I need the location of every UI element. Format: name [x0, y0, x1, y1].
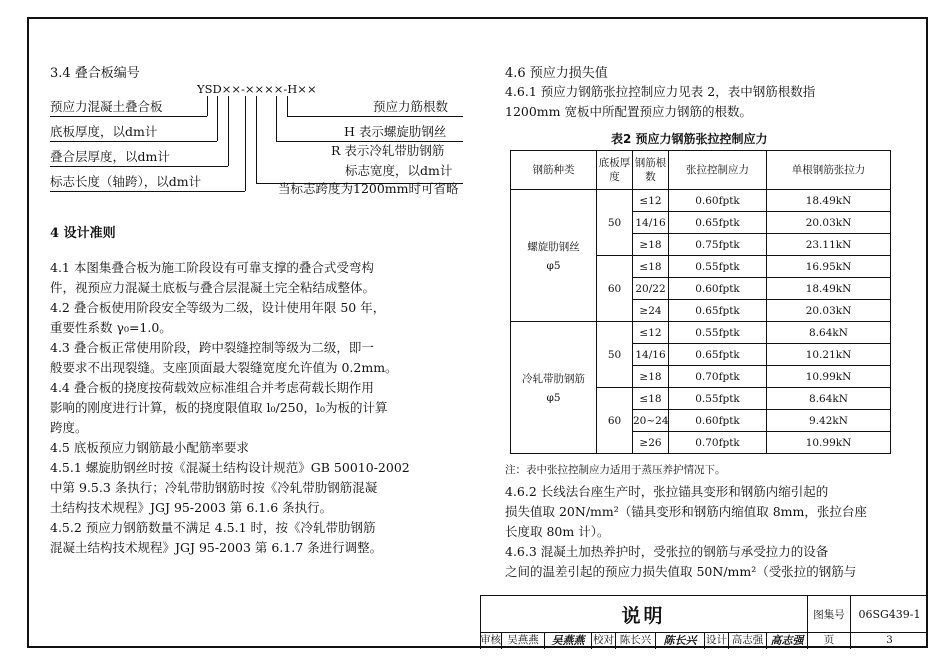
count-cell: ≥18: [633, 234, 669, 256]
page-label: 页: [807, 632, 850, 649]
count-cell: ≤12: [633, 190, 669, 212]
thickness-cell: 60: [597, 256, 633, 322]
label-h-spiral: H 表示螺旋肋钢丝: [344, 124, 447, 139]
section-4-heading: 4 设计准则: [50, 226, 116, 241]
signature: 高志强: [766, 632, 807, 649]
text-line: 4.4 叠合板的挠度按荷载效应标准组合并考虑荷载长期作用: [50, 380, 374, 395]
text-line: 般要求不出现裂缝。支座顶面最大裂缝宽度允许值为 0.2mm。: [50, 360, 398, 375]
force-cell: 20.03kN: [767, 300, 891, 322]
signature: 吴燕燕: [544, 632, 591, 649]
text-line: 4.6.1 预应力钢筋张拉控制应力见表 2，表中钢筋根数指: [505, 84, 816, 99]
count-cell: ≥26: [633, 432, 669, 454]
label-width: 标志宽度，以dm计: [345, 163, 453, 178]
force-cell: 16.95kN: [767, 256, 891, 278]
label-topping-thickness: 叠合层厚度，以dm计: [50, 149, 170, 164]
section-3-4-heading: 3.4 叠合板编号: [50, 66, 140, 81]
thickness-cell: 50: [597, 190, 633, 256]
force-cell: 10.99kN: [767, 366, 891, 388]
label-omit-note: 当标志跨度为1200mm时可省略: [278, 181, 459, 196]
text-line: 4.6.3 混凝土加热养护时，受张拉的钢筋与承受拉力的设备: [505, 544, 829, 559]
col-header: 张拉控制应力: [669, 151, 767, 190]
section-4-6-body: [505, 482, 867, 582]
stress-cell: 0.65fptk: [669, 212, 767, 234]
atlas-label: 图集号: [807, 596, 850, 632]
label-slab-type: 预应力混凝土叠合板: [50, 99, 163, 114]
force-cell: 9.42kN: [767, 410, 891, 432]
text-line: 4.5.1 螺旋肋钢丝时按《混凝土结构设计规范》GB 50010-2002: [50, 460, 410, 475]
force-cell: 23.11kN: [767, 234, 891, 256]
label-tendon-count: 预应力筋根数: [373, 99, 449, 114]
text-line: 4.2 叠合板使用阶段安全等级为二级，设计使用年限 50 年，: [50, 300, 386, 315]
text-line: 中第 9.5.3 条执行；冷轧带肋钢筋时按《冷轧带肋钢筋混凝: [50, 480, 378, 495]
text-line: 4.3 叠合板正常使用阶段，跨中裂缝控制等级为二级，即一: [50, 340, 374, 355]
thickness-cell: 60: [597, 388, 633, 454]
stress-cell: 0.65fptk: [669, 344, 767, 366]
text-line: 4.6.2 长线法台座生产时，张拉锚具变形和钢筋内缩引起的: [505, 484, 829, 499]
table-2-caption: 表2 预应力钢筋张拉控制应力: [611, 132, 768, 146]
table-note: 注：表中张拉控制应力适用于蒸压养护情况下。: [505, 464, 726, 476]
label-r-coldrolled: R 表示冷轧带肋钢筋: [331, 143, 445, 158]
steel-type: 螺旋肋钢丝: [527, 241, 580, 253]
count-cell: ≥24: [633, 300, 669, 322]
text-line: 4.5 底板预应力钢筋最小配筋率要求: [50, 440, 249, 455]
stress-cell: 0.60fptk: [669, 410, 767, 432]
text-line: 影响的刚度进行计算，板的挠度限值取 l₀/250，l₀为板的计算: [50, 400, 388, 415]
person-name: 吴燕燕: [501, 632, 544, 649]
col-header: 单根钢筋张拉力: [767, 151, 891, 190]
stress-cell: 0.70fptk: [669, 432, 767, 454]
text-line: 混凝土结构技术规程》JGJ 95-2003 第 6.1.7 条进行调整。: [50, 540, 383, 555]
force-cell: 10.21kN: [767, 344, 891, 366]
label-span-length: 标志长度（轴跨），以dm计: [50, 174, 202, 189]
role-label: 审核: [480, 634, 501, 646]
person-name: 陈长兴: [615, 632, 655, 649]
stress-cell: 0.65fptk: [669, 300, 767, 322]
steel-diameter: φ5: [546, 260, 561, 272]
role-label: 设计: [704, 632, 728, 649]
steel-type-cell: [511, 190, 597, 322]
force-cell: 18.49kN: [767, 278, 891, 300]
text-line: 跨度。: [50, 420, 88, 435]
table-row: [511, 322, 891, 344]
page-number: 3: [850, 632, 928, 649]
force-cell: 8.64kN: [767, 322, 891, 344]
col-header-text: 钢筋根数: [634, 157, 667, 183]
force-cell: 10.99kN: [767, 432, 891, 454]
text-line: 之间的温差引起的预应力损失值取 50N/mm²（受张拉的钢筋与: [505, 564, 857, 579]
section-4-6-heading: 4.6 预应力损失值: [505, 66, 608, 81]
count-cell: ≤12: [633, 322, 669, 344]
count-cell: 14/16: [633, 212, 669, 234]
table-header-row: [511, 151, 891, 190]
force-cell: 20.03kN: [767, 212, 891, 234]
text-line: 长度取 80m 计）。: [505, 524, 610, 539]
col-header: [633, 151, 669, 190]
text-line: 4.1 本图集叠合板为施工阶段设有可靠支撑的叠合式受弯构: [50, 260, 374, 275]
count-cell: ≤18: [633, 388, 669, 410]
force-cell: 18.49kN: [767, 190, 891, 212]
title-block: [480, 595, 928, 649]
text-line: 损失值取 20N/mm²（锚具变形和钢筋内缩值取 8mm，张拉台座: [505, 504, 867, 519]
stress-cell: 0.70fptk: [669, 366, 767, 388]
thickness-cell: 50: [597, 322, 633, 388]
tension-control-table: [510, 150, 891, 454]
text-line: 重要性系数 γ₀=1.0。: [50, 320, 172, 335]
slab-code: YSD××-××××-H××: [197, 82, 317, 96]
count-cell: 20~24: [633, 410, 669, 432]
text-line: 4.5.2 预应力钢筋数量不满足 4.5.1 时，按《冷轧带肋钢筋: [50, 520, 376, 535]
stress-cell: 0.75fptk: [669, 234, 767, 256]
steel-type: 冷轧带肋钢筋: [522, 373, 585, 385]
force-cell: 8.64kN: [767, 388, 891, 410]
text-line: 1200mm 宽板中所配置预应力钢筋的根数。: [505, 104, 752, 119]
stress-cell: 0.55fptk: [669, 256, 767, 278]
count-cell: ≤18: [633, 256, 669, 278]
col-header: 钢筋种类: [511, 151, 597, 190]
atlas-number: 06SG439-1: [850, 596, 928, 632]
steel-diameter: φ5: [546, 392, 561, 404]
col-header: [597, 151, 633, 190]
stress-cell: 0.60fptk: [669, 190, 767, 212]
stress-cell: 0.55fptk: [669, 388, 767, 410]
count-cell: 20/22: [633, 278, 669, 300]
count-cell: 14/16: [633, 344, 669, 366]
text-line: 土结构技术规程》JGJ 95-2003 第 6.1.6 条执行。: [50, 500, 333, 515]
section-4-body: [50, 258, 410, 558]
drawing-title-text: 说明: [621, 604, 666, 627]
col-header-text: 底板厚度: [598, 157, 631, 183]
stress-cell: 0.60fptk: [669, 278, 767, 300]
stress-cell: 0.55fptk: [669, 322, 767, 344]
count-cell: ≥18: [633, 366, 669, 388]
section-4-6-intro: [505, 82, 815, 122]
drawing-title: [480, 596, 807, 632]
table-row: [511, 190, 891, 212]
signature-row: [480, 632, 928, 649]
person-name: 高志强: [728, 632, 766, 649]
steel-type-cell: [511, 322, 597, 454]
signature: 陈长兴: [655, 632, 704, 649]
role-label: 校对: [591, 632, 615, 649]
text-line: 件，视预应力混凝土底板与叠合层混凝土完全粘结成整体。: [50, 280, 376, 295]
label-bottom-thickness: 底板厚度，以dm计: [50, 124, 158, 139]
